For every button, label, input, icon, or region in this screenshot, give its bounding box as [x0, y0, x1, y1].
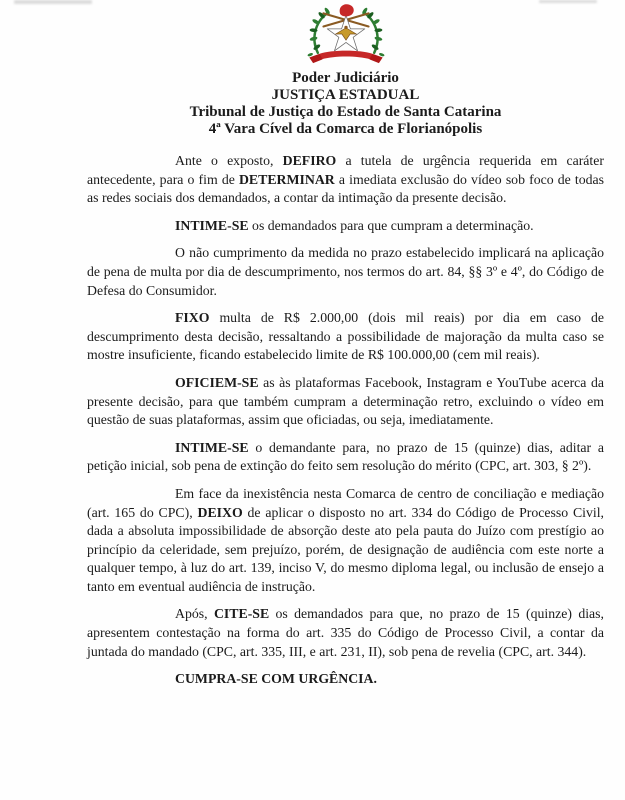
text-segment: Em face da inexistência nesta Comarca de centro de conciliação e mediação (art. 165 do CPC), [87, 485, 604, 520]
header-line-tribunal: Tribunal de Justiça do Estado de Santa Catarina [189, 104, 502, 120]
bold-text-segment: INTIME-SE [175, 439, 249, 455]
paragraph-cite-se-demandados [87, 605, 604, 661]
bold-text-segment: DETERMINAR [238, 171, 335, 187]
bold-text-segment: INTIME-SE [175, 217, 249, 233]
paragraph-descumprimento-multa [87, 244, 604, 300]
paragraph-deixo-art-334 [87, 485, 604, 597]
text-segment: O não cumprimento da medida no prazo estabelecido implicará na aplicação de pena de multa por dia de descumprimento, nos termos do art. 84, §§ 3º e 4º, do Código de Defesa do Consumidor. [87, 245, 604, 298]
text-segment: multa de R$ 2.000,00 (dois mil reais) por dia em caso de descumprimento desta decisão, ressaltando a possibilidade de majoração da multa caso se mostre insuficiente, ficando estabelecido limite de R$ 100.000,00 (cem mil reais). [87, 310, 604, 363]
cropped-header-text-left [14, 0, 92, 4]
bold-text-segment: FIXO [175, 310, 210, 326]
text-segment: Ante o exposto, [175, 153, 283, 168]
paragraph-fixo-multa [87, 309, 604, 365]
bold-text-segment: DEFIRO [282, 153, 337, 168]
bold-text-segment: CUMPRA-SE COM URGÊNCIA. [175, 671, 377, 687]
paragraph-intime-se-demandante [87, 439, 604, 476]
sprig-right [378, 52, 384, 57]
sprig-left [307, 52, 313, 57]
bold-text-segment: CITE-SE [213, 606, 270, 622]
text-segment: Após, [175, 606, 214, 622]
santa-catarina-coat-of-arms-icon [299, 2, 393, 66]
header-line-vara-comarca: 4ª Vara Cível da Comarca de Florianópolis [208, 121, 483, 137]
text-segment: as às plataformas Facebook, Instagram e YouTube acerca da presente decisão, para que também cumpram a determinação retro, excluindo o vídeo em questão de suas plataformas, assim que oficiadas, ou seja, imediatamente. [87, 374, 604, 428]
paragraph-defiro-tutela [87, 152, 604, 208]
text-segment: a imediata exclusão do vídeo sob foco de todas as redes sociais dos demandados, a contar da intimação da presente decisão. [87, 171, 604, 206]
text-segment: a tutela de urgência requerida em caráter antecedente, para o fim de [87, 153, 604, 187]
text-segment: os demandados para que, no prazo de 15 (quinze) dias, apresentem contestação na forma do art. 335 do Código de Processo Civil, a contar da juntada do mandado (CPC, art. 335, III, e art. 231, II), sob pena de revelia (CPC, art. 344). [87, 606, 605, 659]
paragraph-cumpra-se-urgencia [87, 670, 604, 689]
bold-text-segment: OFICIEM-SE [175, 374, 259, 390]
header-line-poder-judiciario: Poder Judiciário [292, 70, 399, 86]
decision-body [87, 152, 604, 698]
paragraph-oficiem-se-plataformas [87, 374, 604, 430]
document-header [87, 2, 604, 138]
eagle-head [344, 26, 347, 29]
paragraph-intime-se-demandados [87, 217, 604, 236]
header-line-justica-estadual: JUSTIÇA ESTADUAL [271, 87, 420, 103]
text-segment: de aplicar o disposto no art. 334 do Código de Processo Civil, dada a absoluta impossibilidade de absorção deste ato pela pauta do Juízo com prestígio ao princípio da celeridade, sem prejuízo, porém, de designação de audiência com este norte a qualquer tempo, à luz do art. 139, inciso V, do mesmo diploma legal, ou inclusão de ensejo a tanto em eventual audiência de instrução. [87, 504, 604, 594]
bold-text-segment: DEIXO [197, 504, 243, 520]
text-segment: o demandante para, no prazo de 15 (quinze) dias, aditar a petição inicial, sob pena de extinção do feito sem resolução do mérito (CPC, art. 303, § 2º). [87, 439, 604, 474]
ribbon-band [319, 51, 372, 60]
phrygian-cap [339, 4, 353, 16]
text-segment: os demandados para que cumpram a determinação. [248, 217, 534, 233]
